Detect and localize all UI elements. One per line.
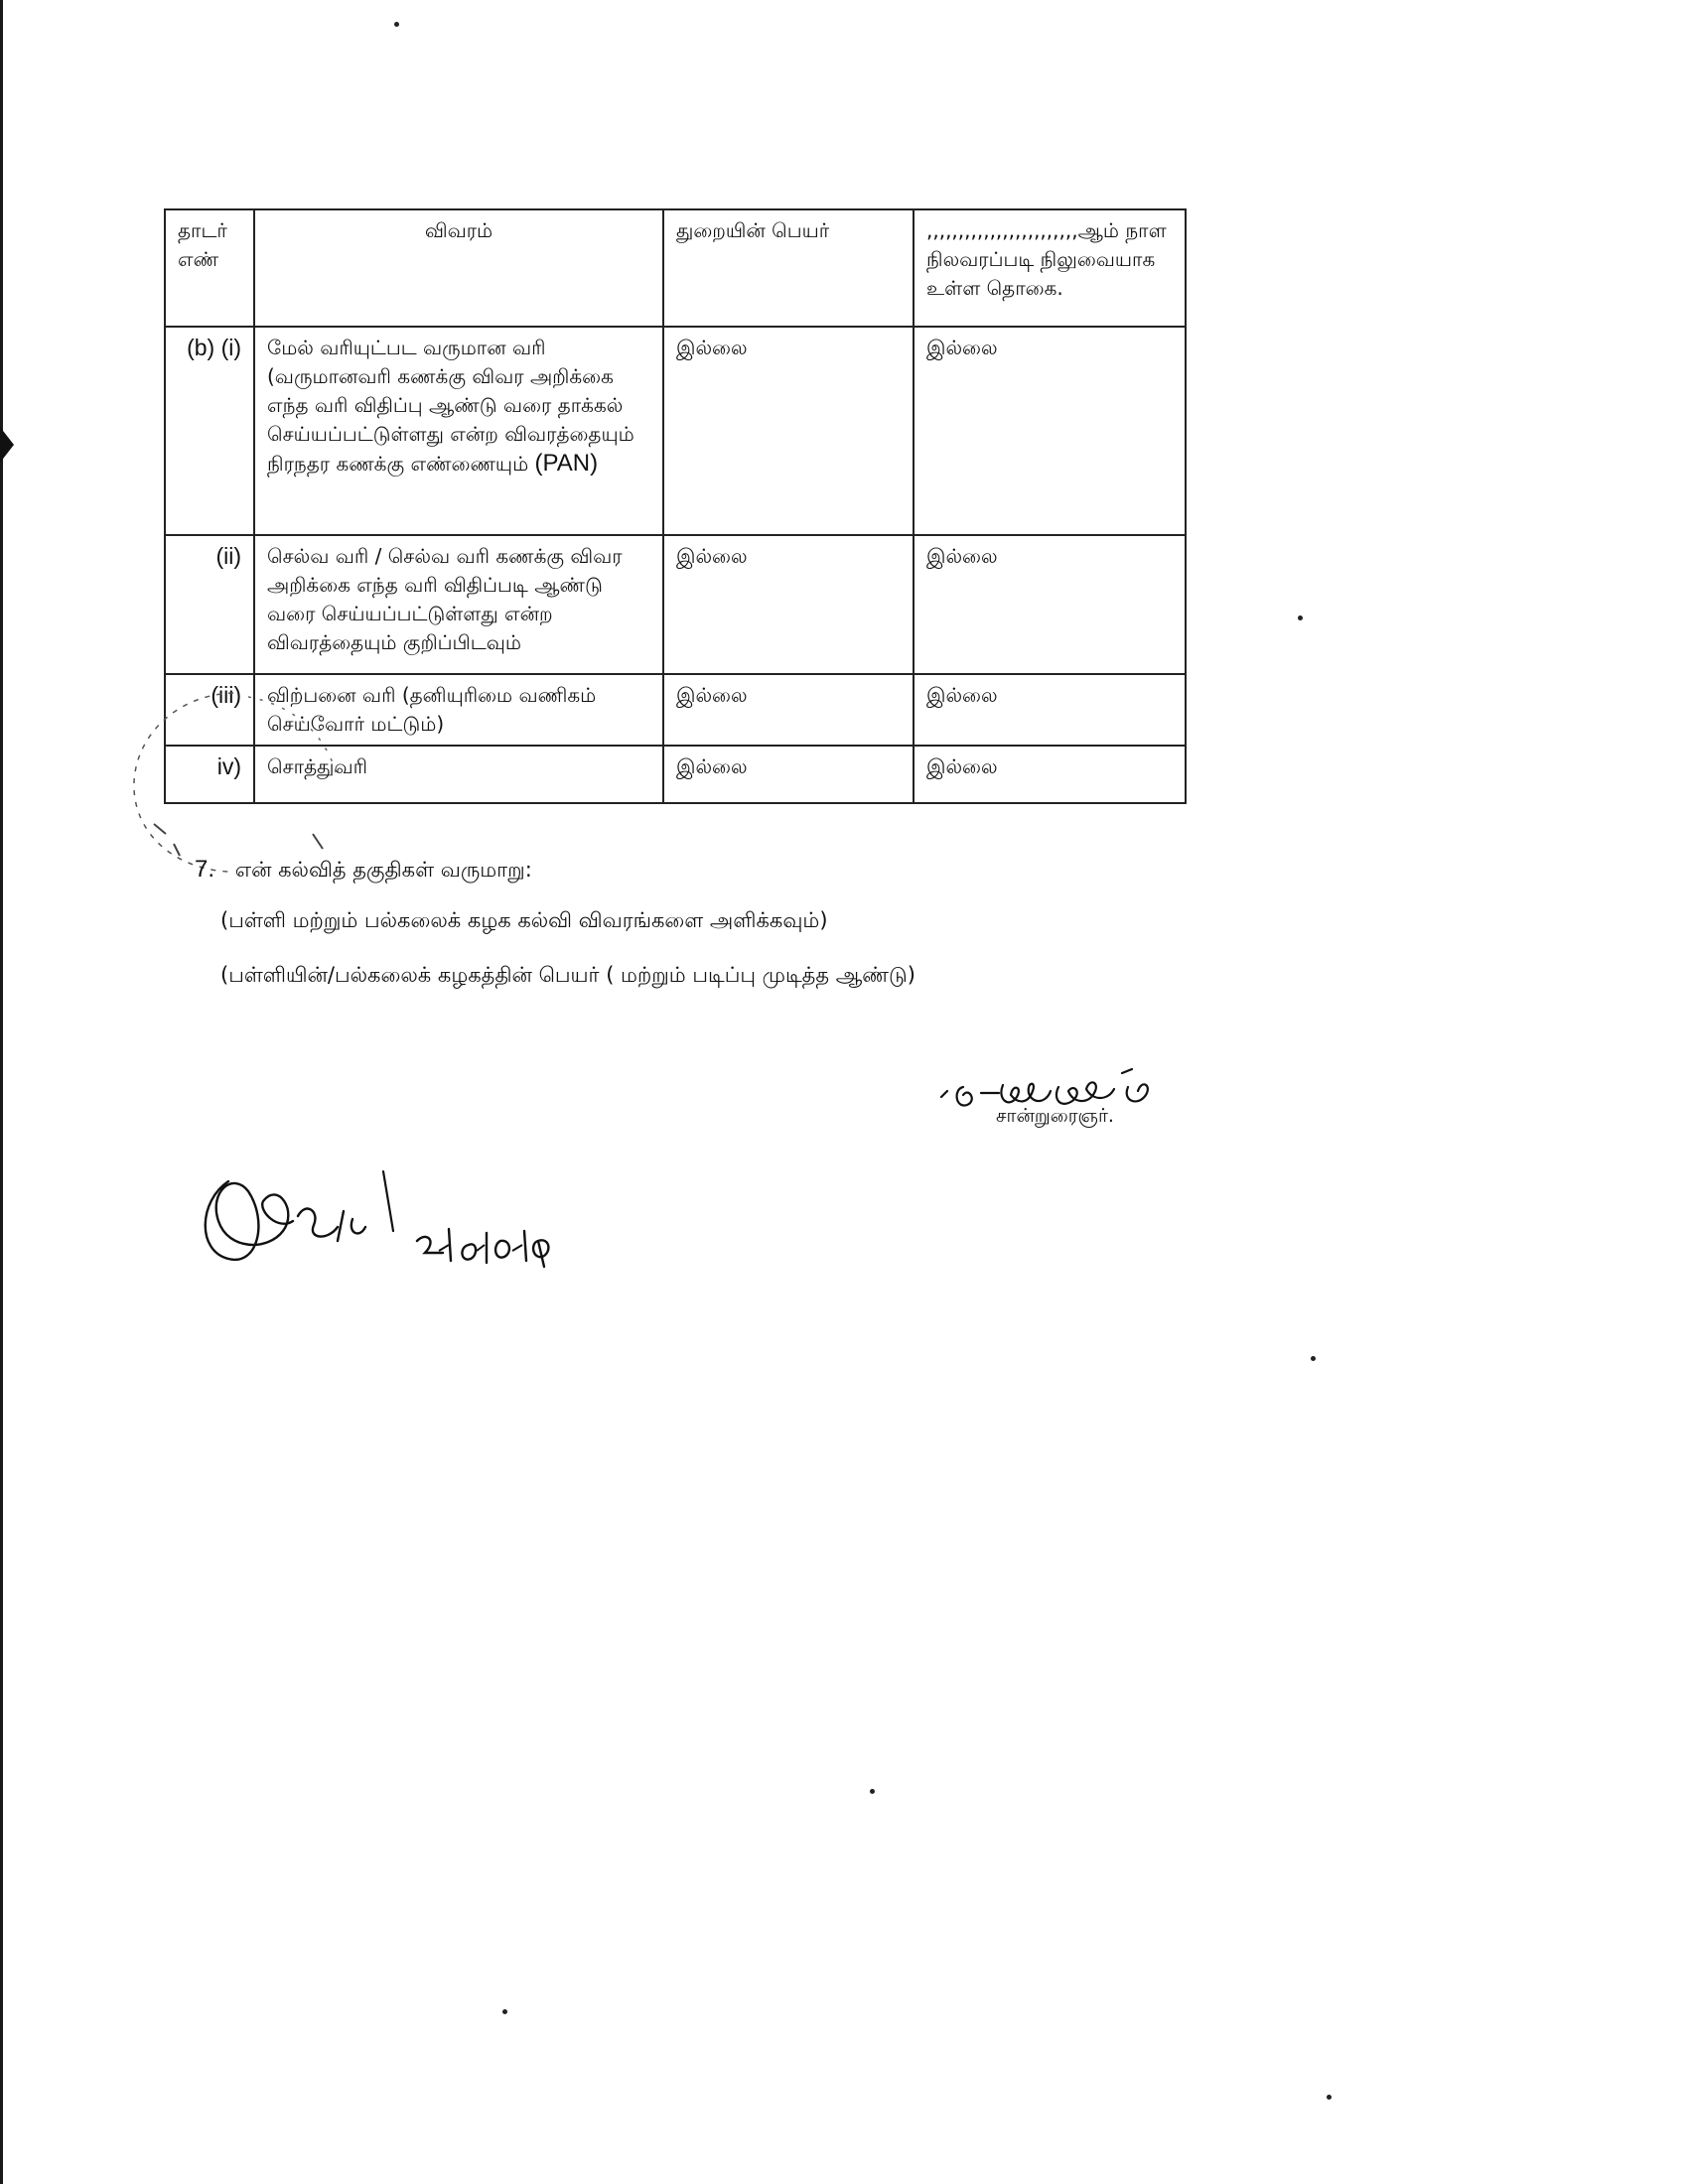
row-description: விற்பனை வரி (தனியுரிமை வணிகம் செய்வோர் மட்டும்)	[254, 674, 663, 746]
row-number: (b) (i)	[165, 327, 254, 535]
row-department: இல்லை	[663, 535, 914, 674]
header-department-name: துறையின் பெயர்	[663, 209, 914, 327]
row-department: இல்லை	[663, 746, 914, 803]
scan-speck	[1327, 2095, 1332, 2100]
section-7-text: என் கல்வித் தகுதிகள் வருமாறு:	[234, 858, 532, 882]
table-header-row	[165, 209, 1186, 327]
row-amount: இல்லை	[914, 535, 1186, 674]
scan-speck	[394, 22, 399, 27]
row-description: செல்வ வரி / செல்வ வரி கணக்கு விவர அறிக்கை எந்த வரி விதிப்படி ஆண்டு வரை செய்யப்பட்டுள்ளது என்ற விவரத்தையும் குறிப்பிடவும்	[254, 535, 663, 674]
attester-label: சான்றுரைஞர்.	[996, 1105, 1114, 1127]
row-department: இல்லை	[663, 674, 914, 746]
row-description: சொத்துவரி	[254, 746, 663, 803]
scan-speck	[1311, 1356, 1316, 1361]
row-description-text: மேல் வரியுட்பட வருமான வரி (வருமானவரி கணக்கு விவர அறிக்கை எந்த வரி விதிப்பு ஆண்டு வரை தாக்கல் செய்யப்பட்டுள்ளது என்ற விவரத்தையும் நிரநதர கணக்கு எண்ணையும்	[267, 336, 634, 476]
row-amount: இல்லை	[914, 746, 1186, 803]
pan-label: (PAN)	[534, 450, 599, 477]
row-amount: இல்லை	[914, 674, 1186, 746]
table-row	[165, 535, 1186, 674]
row-number: (iii)	[165, 674, 254, 746]
candidate-signature	[189, 1142, 616, 1291]
faint-seal-stamp	[114, 685, 357, 879]
row-number: iv)	[165, 746, 254, 803]
scan-speck	[502, 2009, 507, 2014]
scan-speck	[1298, 615, 1303, 620]
row-amount: இல்லை	[914, 327, 1186, 535]
scan-notch	[0, 427, 14, 463]
scan-edge	[0, 0, 3, 2184]
table-row	[165, 327, 1186, 535]
row-department: இல்லை	[663, 327, 914, 535]
scan-speck	[870, 1789, 875, 1794]
header-details: விவரம்	[254, 209, 663, 327]
row-number: (ii)	[165, 535, 254, 674]
section-7-note-1: (பள்ளி மற்றும் பல்கலைக் கழக கல்வி விவரங்களை அளிக்கவும்)	[220, 908, 828, 932]
row-description	[254, 327, 663, 535]
section-7-number: 7.	[195, 856, 215, 883]
header-outstanding-amount: ,,,,,,,,,,,,,,,,,,,,,,,,ஆம் நாள நிலவரப்படி நிலுவையாக உள்ள தொகை.	[914, 209, 1186, 327]
header-serial-number: தாடர் எண்	[165, 209, 254, 327]
section-7-heading	[195, 856, 532, 885]
section-7-note-2: (பள்ளியின்/பல்கலைக் கழகத்தின் பெயர் ( மற்றும் படிப்பு முடித்த ஆண்டு)	[220, 963, 915, 987]
